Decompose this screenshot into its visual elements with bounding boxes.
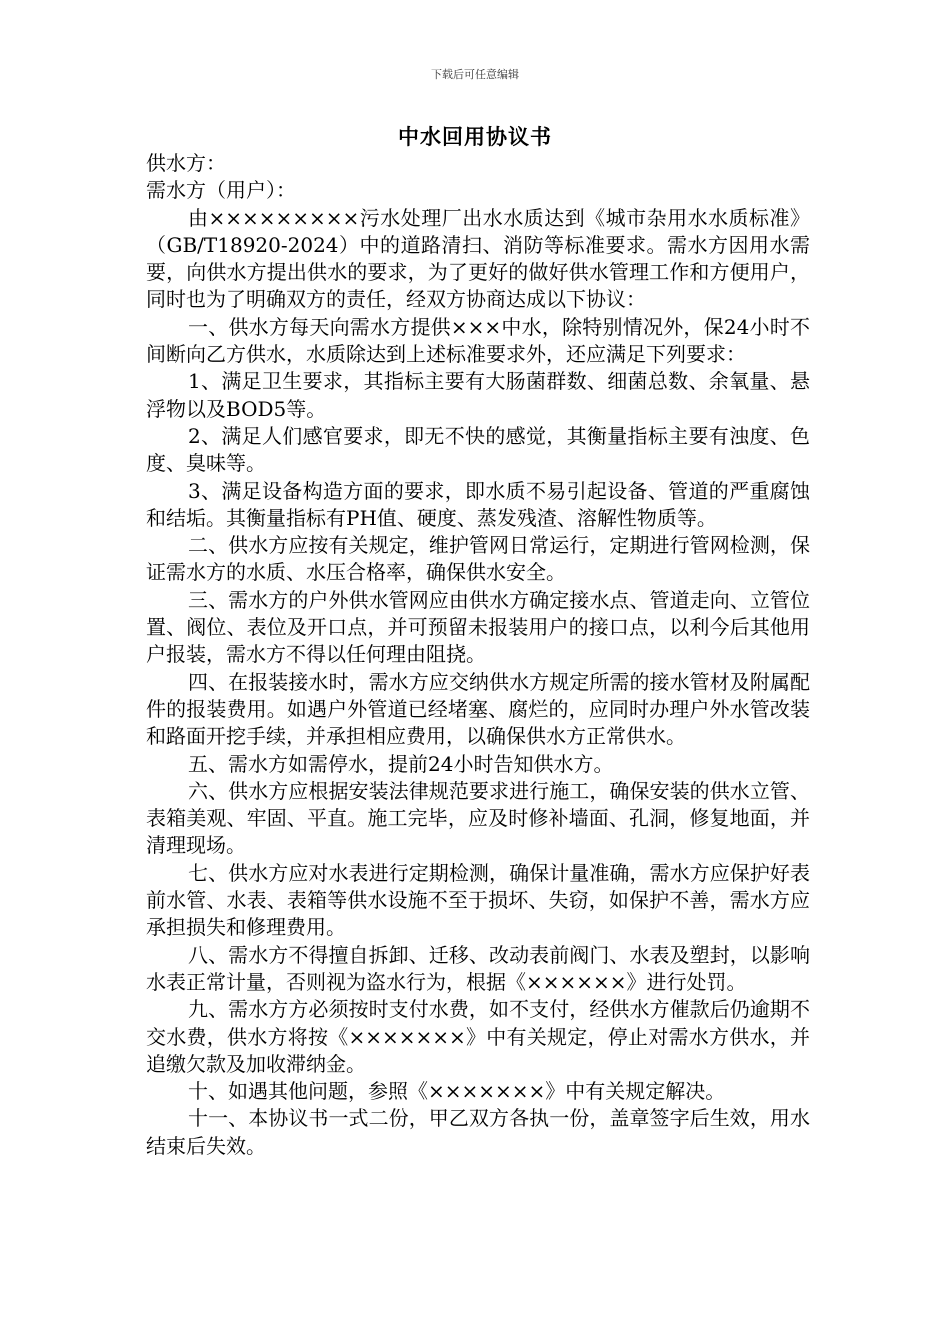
clause-1-item-3: 3、满足设备构造方面的要求，即水质不易引起设备、管道的严重腐蚀和结垢。其衡量指标有PH值、硬度、蒸发残渣、溶解性物质等。 [146,478,810,530]
clause-4: 四、在报装接水时，需水方应交纳供水方规定所需的接水管材及附属配件的报装费用。如遇户外管道已经堵塞、腐烂的，应同时办理户外水管改装和路面开挖手续，并承担相应费用，以确保供水方正常供水。 [146,669,810,749]
header-note: 下载后可任意编辑 [431,68,519,81]
clause-7: 七、供水方应对水表进行定期检测，确保计量准确，需水方应保护好表前水管、水表、表箱等供水设施不至于损坏、失窃，如保护不善，需水方应承担损失和修理费用。 [146,860,810,940]
clause-6: 六、供水方应根据安装法律规范要求进行施工，确保安装的供水立管、表箱美观、牢固、平直。施工完毕，应及时修补墙面、孔洞，修复地面，并清理现场。 [146,778,810,858]
clause-3: 三、需水方的户外供水管网应由供水方确定接水点、管道走向、立管位置、阀位、表位及开口点，并可预留未报装用户的接口点，以利今后其他用户报装，需水方不得以任何理由阻挠。 [146,587,810,667]
clause-5: 五、需水方如需停水，提前24小时告知供水方。 [188,751,614,776]
document-title: 中水回用协议书 [398,124,552,149]
clause-10: 十、如遇其他问题，参照《×××××××》中有关规定解决。 [188,1079,726,1104]
consumer-party-line: 需水方（用户）： [146,178,296,203]
clause-8: 八、需水方不得擅自拆卸、迁移、改动表前阀门、水表及塑封，以影响水表正常计量，否则视为盗水行为，根据《××××××》进行处罚。 [146,942,810,994]
document-body [146,150,810,1160]
clause-1-item-2: 2、满足人们感官要求，即无不快的感觉，其衡量指标主要有浊度、色度、臭味等。 [146,423,810,476]
clause-11: 十一、本协议书一式二份，甲乙双方各执一份，盖章签字后生效，用水结束后失效。 [146,1106,810,1158]
supplier-party-line: 供水方： [146,151,226,175]
clause-2: 二、供水方应按有关规定，维护管网日常运行，定期进行管网检测，保证需水方的水质、水压合格率，确保供水安全。 [146,533,810,585]
clause-9: 九、需水方方必须按时支付水费，如不支付，经供水方催款后仍逾期不交水费，供水方将按《×××××××》中有关规定，停止对需水方供水，并追缴欠款及加收滞纳金。 [146,997,810,1076]
clause-1: 一、供水方每天向需水方提供×××中水，除特别情况外，保24小时不间断向乙方供水，水质除达到上述标准要求外，还应满足下列要求： [146,314,810,367]
preamble-paragraph: 由×××××××××污水处理厂出水水质达到《城市杂用水水质标准》（GB/T18920-2024）中的道路清扫、消防等标准要求。需水方因用水需要，向供水方提出供水的要求，为了更好的做好供水管理工作和方便用户，同时也为了明确双方的责任，经双方协商达成以下协议： [146,205,810,312]
clause-1-item-1: 1、满足卫生要求，其指标主要有大肠菌群数、细菌总数、余氧量、悬浮物以及BOD5等。 [146,369,810,421]
